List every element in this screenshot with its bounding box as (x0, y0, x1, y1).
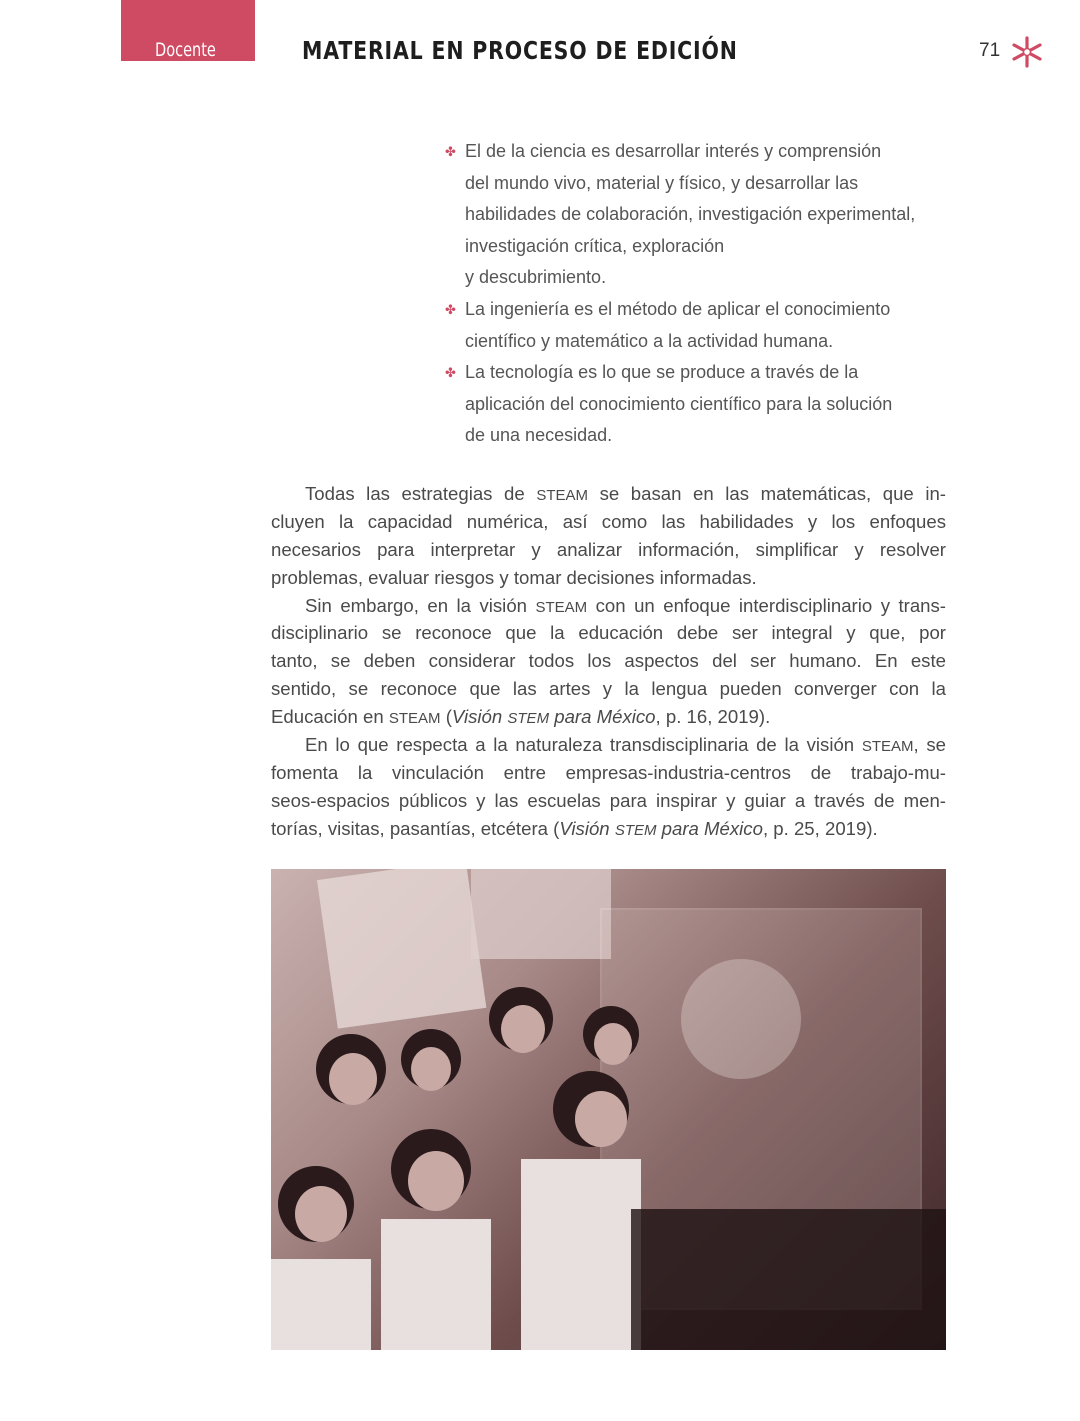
paragraph-line (271, 759, 946, 787)
text-run: disciplinario se reconoce que la educación debe ser integral y que, por (271, 622, 946, 644)
citation-text: STEM (507, 710, 550, 728)
text-run: se basan en las matemáticas, que in- (588, 483, 946, 504)
bullet-line: aplicación del conocimiento científico para la solución (465, 393, 893, 414)
paragraph-line (271, 703, 946, 731)
paragraph-line (271, 787, 946, 815)
bullet-flower-icon: ✤ (445, 301, 456, 317)
bullet-line: El de la ciencia es desarrollar interés y comprensión (465, 141, 882, 161)
paragraph-line (271, 592, 946, 620)
text-run: En lo que respecta a la naturaleza transdisciplinaria de la visión (305, 734, 862, 756)
bullet-line: habilidades de colaboración, investigación experimental, (465, 204, 916, 225)
text-run: STEAM (536, 487, 588, 504)
bullet-line: y descubrimiento. (465, 267, 607, 288)
paragraph-line (271, 508, 946, 536)
text-run: con un enfoque interdisciplinario y trans- (587, 594, 946, 616)
text-run: Todas las estrategias de (305, 483, 537, 504)
photo-children-museum (271, 869, 946, 1350)
bullet-line: La ingeniería es el método de aplicar el conocimiento (465, 298, 891, 319)
bullet-list (445, 136, 965, 452)
bullet-item (445, 294, 965, 357)
paragraph-line (271, 564, 946, 592)
paragraph-line (271, 675, 946, 703)
text-run: STEAM (861, 738, 914, 756)
paragraph-line (271, 536, 946, 564)
citation-text: Visión (451, 706, 508, 728)
citation-text: STEM (614, 821, 657, 839)
bullet-line: científico y matemático a la actividad humana. (465, 330, 834, 351)
page-number: 71 (979, 40, 1001, 61)
text-run: Sin embargo, en la visión (305, 594, 536, 616)
text-run: STEAM (535, 598, 588, 616)
text-run: sentido, se reconoce que las artes y la lengua pueden converger con la (271, 678, 946, 700)
text-run: fomenta la vinculación entre empresas-industria-centros de trabajo-mu- (271, 761, 946, 783)
citation-text: Visión (559, 817, 615, 839)
bullet-line: La tecnología es lo que se produce a través de la (465, 362, 859, 383)
bullet-line: de una necesidad. (465, 425, 613, 446)
text-run: problemas, evaluar riesgos y tomar decisiones informadas. (271, 566, 757, 588)
text-run: tanto, se deben considerar todos los aspectos del ser humano. En este (271, 650, 946, 672)
text-run: STEAM (388, 710, 441, 728)
paragraph-line (271, 480, 946, 508)
paragraph-line (271, 815, 946, 843)
section-tab (121, 0, 255, 61)
asterisk-flower-icon (1011, 36, 1043, 68)
page-header-title: MATERIAL EN PROCESO DE EDICIÓN (302, 36, 738, 65)
citation-text: para México (656, 817, 763, 839)
paragraph-line (271, 619, 946, 647)
text-run: , p. 16, 2019). (655, 706, 771, 728)
text-run: , se (913, 734, 946, 756)
text-run: torías, visitas, pasantías, etcétera ( (271, 817, 560, 839)
paragraph-line (271, 647, 946, 675)
bullet-flower-icon: ✤ (445, 144, 456, 159)
text-run: Educación en (271, 706, 389, 728)
bullet-flower-icon: ✤ (445, 365, 456, 381)
text-run: seos-espacios públicos y las escuelas para inspirar y guiar a través de men- (271, 789, 946, 811)
body-text (271, 480, 946, 843)
text-run: necesarios para interpretar y analizar información, simplificar y resolver (271, 538, 946, 560)
citation-text: para México (549, 706, 656, 728)
bullet-item (445, 357, 965, 452)
text-run: cluyen la capacidad numérica, así como las habilidades y los enfoques (271, 510, 946, 532)
bullet-line: investigación crítica, exploración (465, 235, 725, 256)
bullet-item (445, 136, 965, 294)
bullet-line: del mundo vivo, material y físico, y desarrollar las (465, 172, 859, 193)
section-tab-label: Docente (155, 39, 216, 61)
paragraph-line (271, 731, 946, 759)
text-run: , p. 25, 2019). (762, 817, 878, 839)
text-run: ( (440, 706, 452, 728)
